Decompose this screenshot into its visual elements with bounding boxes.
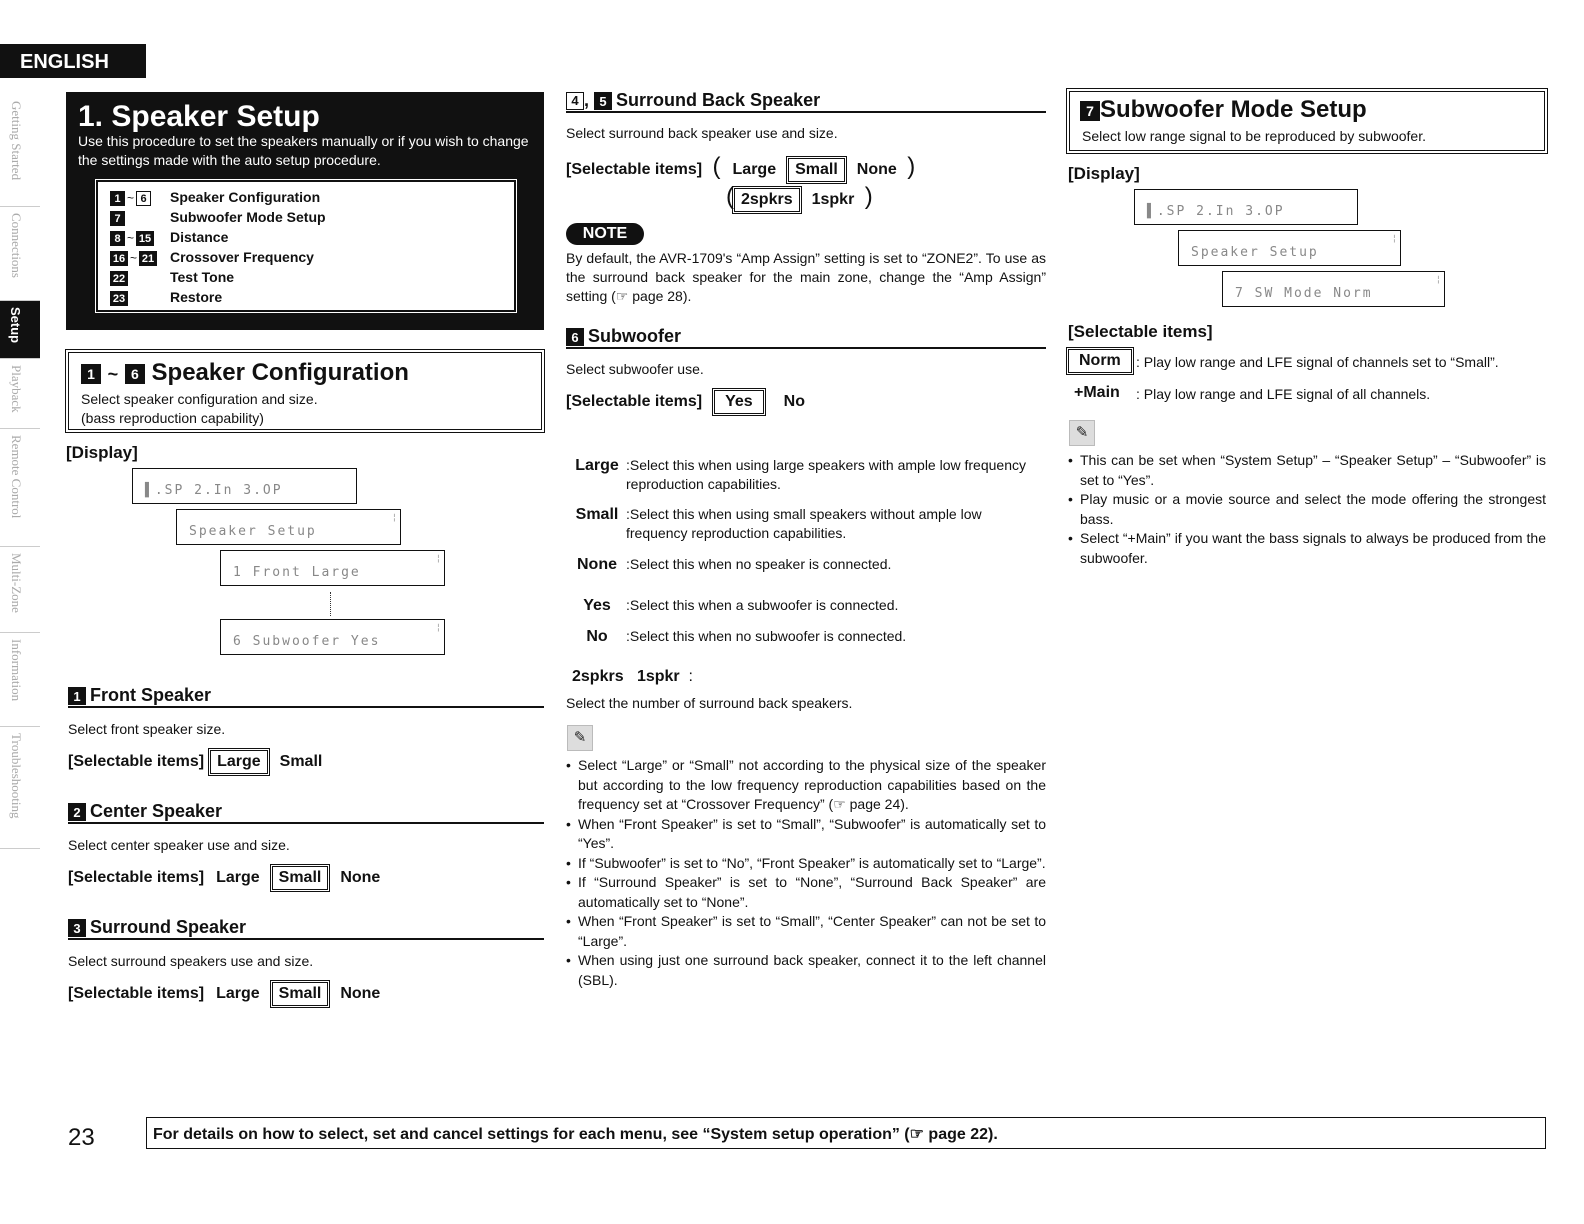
toc-item[interactable]: [110, 249, 314, 269]
center-speaker-heading: [68, 801, 544, 824]
option-large[interactable]: Large: [732, 161, 777, 178]
ellipsis-dots: [330, 592, 331, 616]
side-tab-connections[interactable]: [0, 207, 40, 301]
right-notes-list: [1068, 451, 1546, 568]
surround-speaker-desc: Select surround speakers use and size.: [68, 953, 314, 969]
selectable-label: [Selectable items]: [68, 985, 205, 1002]
comma: ,: [584, 90, 590, 110]
tilde: ~: [107, 364, 119, 384]
front-speaker-desc: Select front speaker size.: [68, 721, 226, 737]
display-label: [Display]: [1068, 164, 1140, 183]
section-number-badge: 16: [110, 251, 128, 266]
side-tab-label: Connections: [9, 213, 24, 278]
lcd-display: [1178, 230, 1401, 266]
speaker-setup-intro-box: [66, 92, 544, 330]
definition-key: 1spkr: [636, 668, 680, 685]
option-none[interactable]: None: [856, 161, 897, 178]
display-label: [Display]: [66, 443, 138, 462]
definition-row: [568, 555, 1048, 575]
selectable-heading: [Selectable items]: [1068, 322, 1213, 341]
subwoofer-heading: [566, 326, 1046, 349]
tilde: ~: [127, 191, 135, 205]
note-badge: NOTE: [566, 223, 644, 245]
option-small[interactable]: Small: [279, 753, 323, 770]
definition-row: [568, 627, 1048, 647]
side-tab-label: Troubleshooting: [9, 733, 24, 819]
definition-value: :Select this when using small speakers without ample low frequency reproduction capabilities.: [626, 506, 982, 541]
lcd-text: Speaker Setup: [1191, 245, 1319, 260]
heading-text: Surround Back Speaker: [616, 90, 821, 110]
option-description: : Play low range and LFE signal of channels set to “Small”.: [1136, 354, 1499, 370]
section-number-badge: 3: [68, 919, 86, 937]
paren: (: [712, 153, 721, 180]
lcd-text: ▌.SP 2.In 3.OP: [1147, 204, 1285, 219]
section-number-badge: 15: [136, 231, 154, 246]
option-1spkr[interactable]: 1spkr: [811, 191, 855, 208]
spkrs-definition: [572, 668, 693, 686]
list-item: • When “Front Speaker” is set to “Small”, “Center Speaker” can not be set to “Large”.: [566, 912, 1046, 951]
surround-back-desc: Select surround back speaker use and size.: [566, 125, 838, 141]
subwoofer-options: [566, 390, 811, 414]
section-number-badge: 8: [110, 231, 125, 246]
side-tab-multi-zone[interactable]: [0, 547, 40, 633]
lcd-tick: ¦: [1391, 234, 1397, 244]
side-tab-label: Setup: [8, 307, 23, 344]
selectable-label: [Selectable items]: [566, 393, 703, 410]
lcd-tick: ¦: [435, 623, 441, 633]
lcd-tick: ¦: [391, 513, 397, 523]
definition-value: :Select this when a subwoofer is connected.: [626, 597, 899, 613]
heading-text: Center Speaker: [90, 801, 223, 821]
surround-back-options-row2: [726, 183, 873, 212]
lcd-display: [220, 619, 445, 655]
definition-key: None: [577, 556, 617, 573]
center-speaker-options: [68, 866, 386, 890]
toc-item[interactable]: [110, 289, 222, 309]
paren: ): [907, 153, 916, 180]
definition-value: :Select this when no speaker is connected.: [626, 556, 892, 572]
option-none[interactable]: None: [340, 985, 381, 1002]
toc-label: Distance: [170, 229, 229, 245]
colon: :: [688, 668, 693, 685]
sw-mode-item: [1068, 349, 1548, 375]
lcd-text: 6 Subwoofer Yes: [233, 634, 381, 649]
section-number-badge: 1: [68, 687, 86, 705]
front-speaker-heading: [68, 685, 544, 708]
toc-item[interactable]: [110, 229, 228, 249]
center-speaker-desc: Select center speaker use and size.: [68, 837, 290, 853]
toc-label: Restore: [170, 289, 223, 305]
page-number: 23: [68, 1124, 95, 1151]
tilde: ~: [127, 231, 135, 245]
lcd-display: [1134, 189, 1358, 225]
option-small[interactable]: Small: [272, 866, 329, 890]
option-norm[interactable]: Norm: [1068, 349, 1132, 373]
front-speaker-options: [68, 750, 328, 774]
page-title: 1. Speaker Setup: [78, 100, 320, 133]
selectable-label: [Selectable items]: [68, 753, 205, 770]
surround-back-heading: [566, 90, 1046, 113]
definition-key: Large: [575, 457, 619, 474]
heading-text: Surround Speaker: [90, 917, 247, 937]
toc-item[interactable]: [110, 189, 320, 209]
option-small[interactable]: Small: [272, 982, 329, 1006]
list-item: • Select “+Main” if you want the bass signals to always be produced from the subwoofer.: [1068, 529, 1546, 568]
side-tab-getting-started[interactable]: [0, 95, 40, 207]
list-item: • Select “Large” or “Small” not according to the physical size of the speaker but according to the low frequency reproduction capabilities based on the frequency set at “Crossover Frequency” (☞ page 24).: [566, 756, 1046, 815]
desc-line: Select speaker configuration and size.: [81, 391, 318, 407]
selectable-label: [Selectable items]: [68, 869, 205, 886]
paren: (: [726, 183, 734, 210]
lcd-display: [220, 550, 445, 586]
definition-row: [568, 505, 1048, 545]
language-tab: ENGLISH: [0, 44, 146, 78]
side-tab-label: Information: [9, 639, 24, 702]
section-number-badge: 22: [110, 271, 128, 286]
section-number-badge: 5: [594, 92, 612, 110]
toc-item[interactable]: [110, 209, 326, 229]
toc-box: [96, 180, 516, 312]
section-number-badge: 21: [139, 251, 157, 266]
side-tab-label: Multi-Zone: [9, 553, 24, 613]
definition-row: [568, 456, 1048, 496]
side-tab-label: Playback: [9, 365, 24, 413]
subwoofer-mode-header: [1069, 91, 1545, 151]
definition-key: No: [586, 628, 608, 645]
section-number-badge: 6: [566, 328, 584, 346]
lcd-text: Speaker Setup: [189, 524, 317, 539]
toc-label: Speaker Configuration: [170, 189, 321, 205]
footer-note: For details on how to select, set and cancel settings for each menu, see “System setup operation” (☞ page 22).: [146, 1117, 1546, 1149]
side-tab-setup[interactable]: [0, 301, 40, 359]
side-tab-playback[interactable]: [0, 359, 40, 429]
side-tab-label: Remote Control: [9, 435, 24, 519]
option-description: : Play low range and LFE signal of all channels.: [1136, 386, 1431, 402]
section-number-badge: 4: [566, 92, 584, 110]
lcd-text: ▌.SP 2.In 3.OP: [145, 483, 283, 498]
definition-value: :Select this when using large speakers with ample low frequency reproduction capabilities.: [626, 457, 1026, 492]
section-title-text: Speaker Configuration: [151, 359, 409, 386]
lcd-display: [132, 468, 357, 504]
section-title: [1080, 96, 1367, 124]
section-title-text: Subwoofer Mode Setup: [1100, 96, 1367, 123]
section-number-badge: 6: [136, 191, 151, 206]
paren: ): [864, 183, 873, 210]
desc-line: (bass reproduction capability): [81, 410, 264, 426]
side-tab-strip: [0, 95, 40, 855]
option-main[interactable]: +Main: [1074, 384, 1120, 401]
option-no[interactable]: No: [783, 393, 805, 410]
side-tab-information[interactable]: [0, 633, 40, 727]
tilde: ~: [130, 251, 138, 265]
surround-speaker-options: [68, 982, 386, 1006]
spkrs-definition-text: Select the number of surround back speakers.: [566, 695, 853, 711]
lcd-display: [176, 509, 401, 545]
section-description: [81, 390, 318, 428]
heading-text: Front Speaker: [90, 685, 212, 705]
side-tab-troubleshooting[interactable]: [0, 727, 40, 849]
heading-text: Subwoofer: [588, 326, 681, 346]
section-number-badge: 6: [125, 364, 145, 384]
toc-label: Test Tone: [170, 269, 235, 285]
section-number-badge: 7: [1080, 101, 1100, 121]
toc-label: Subwoofer Mode Setup: [170, 209, 326, 225]
definition-value: :Select this when no subwoofer is connected.: [626, 628, 907, 644]
list-item: • If “Surround Speaker” is set to “None”, “Surround Back Speaker” are automatically set to “None”.: [566, 873, 1046, 912]
lcd-display: [1222, 271, 1445, 307]
option-small[interactable]: Small: [788, 158, 845, 182]
list-item: • If “Subwoofer” is set to “No”, “Front Speaker” is automatically set to “Large”.: [566, 854, 1046, 874]
lcd-tick: ¦: [1435, 275, 1441, 285]
note-text: By default, the AVR-1709's “Amp Assign” setting is set to “ZONE2”. To use as the surround back speaker for the main zone, change the “Amp Assign” setting (☞ page 28).: [566, 250, 1046, 304]
list-item: • When using just one surround back speaker, connect it to the left channel (SBL).: [566, 951, 1046, 990]
section-number-badge: 7: [110, 211, 125, 226]
definition-key: Yes: [583, 597, 611, 614]
middle-notes-list: [566, 756, 1046, 990]
section-number-badge: 23: [110, 291, 128, 306]
surround-back-options-row1: [566, 153, 915, 182]
toc-item[interactable]: [110, 269, 234, 289]
side-tab-remote-control[interactable]: [0, 429, 40, 547]
lcd-text: 7 SW Mode Norm: [1235, 286, 1373, 301]
section-number-badge: 1: [110, 191, 125, 206]
option-2spkrs[interactable]: 2spkrs: [734, 188, 800, 212]
intro-text: Use this procedure to set the speakers manually or if you wish to change the settings made with the auto setup procedure.: [78, 133, 529, 168]
pencil-icon: ✎: [567, 725, 593, 751]
option-none[interactable]: None: [340, 869, 381, 886]
pencil-icon: ✎: [1069, 420, 1095, 446]
lcd-text: 1 Front Large: [233, 565, 361, 580]
subwoofer-desc: Select subwoofer use.: [566, 361, 704, 377]
option-large[interactable]: Large: [216, 869, 260, 886]
list-item: • This can be set when “System Setup” – “Speaker Setup” – “Subwoofer” is set to “Yes”.: [1068, 451, 1546, 490]
section-title: [81, 359, 409, 387]
option-yes[interactable]: Yes: [714, 390, 764, 414]
definition-row: [568, 596, 1048, 616]
option-large[interactable]: Large: [210, 750, 268, 774]
option-large[interactable]: Large: [216, 985, 260, 1002]
list-item: • When “Front Speaker” is set to “Small”, “Subwoofer” is automatically set to “Yes”.: [566, 815, 1046, 854]
sw-mode-item: [1068, 382, 1548, 408]
speaker-configuration-header: [68, 352, 542, 430]
selectable-label: [Selectable items]: [566, 161, 703, 178]
section-number-badge: 2: [68, 803, 86, 821]
section-description: Select low range signal to be reproduced by subwoofer.: [1082, 128, 1426, 144]
side-tab-label: Getting Started: [9, 101, 24, 181]
list-item: • Play music or a movie source and select the mode offering the strongest bass.: [1068, 490, 1546, 529]
toc-label: Crossover Frequency: [170, 249, 314, 265]
definition-key: 2spkrs: [572, 668, 624, 685]
surround-speaker-heading: [68, 917, 544, 940]
lcd-tick: ¦: [435, 554, 441, 564]
definition-key: Small: [575, 506, 619, 523]
section-number-badge: 1: [81, 364, 101, 384]
